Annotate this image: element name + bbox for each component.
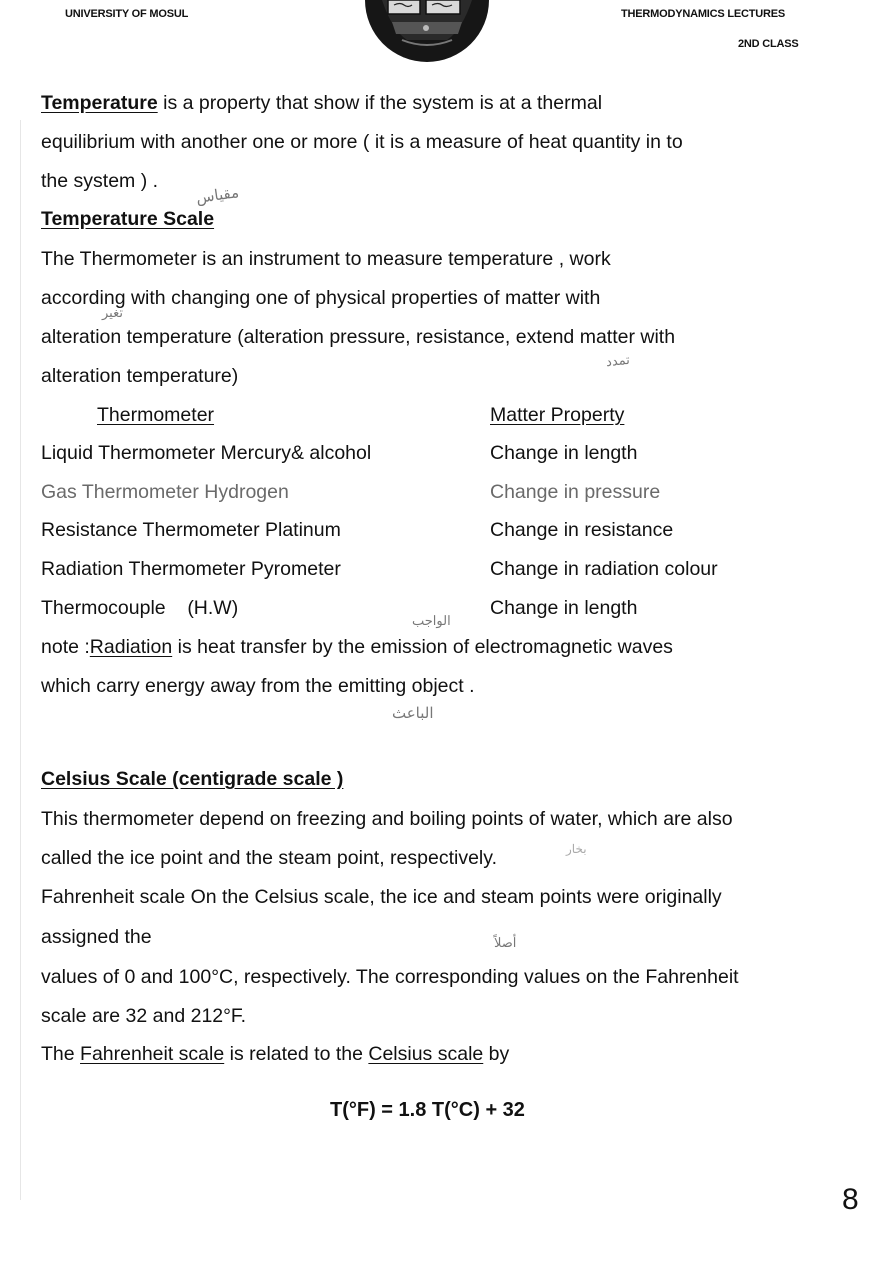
handwritten-note-orig: أصلاً	[494, 936, 517, 951]
header-university: UNIVERSITY OF MOSUL	[65, 8, 189, 20]
para1-line3: the system ) .	[41, 170, 159, 192]
table-row-property: Change in pressure	[490, 481, 661, 503]
para1-line2: equilibrium with another one or more ( it is a measure of heat quantity in to	[41, 131, 683, 153]
celsius-scale-term: Celsius scale	[368, 1043, 484, 1065]
table-row-thermometer: Resistance Thermometer Platinum	[41, 519, 341, 541]
para3-line3: Fahrenheit scale On the Celsius scale, the ice and steam points were originally	[41, 886, 722, 908]
page-number: 8	[842, 1183, 859, 1216]
table-row-thermometer: Liquid Thermometer Mercury& alcohol	[41, 442, 372, 464]
para3-line2: called the ice point and the steam point, respectively.	[41, 847, 497, 869]
para1-line1: Temperature is a property that show if the system is at a thermal	[41, 92, 603, 114]
table-row-property: Change in length	[490, 597, 638, 619]
para3-line6: scale are 32 and 212°F.	[41, 1005, 247, 1027]
university-seal-logo	[362, 0, 492, 70]
table-row-thermometer: Gas Thermometer Hydrogen	[41, 481, 289, 503]
note-line1: note :Radiation is heat transfer by the emission of electromagnetic waves	[41, 636, 673, 658]
header-course: THERMODYNAMICS LECTURES	[621, 8, 786, 20]
table-row-thermometer: Radiation Thermometer Pyrometer	[41, 558, 341, 580]
header-class: 2ND CLASS	[738, 38, 799, 50]
note-line2: which carry energy away from the emitting object .	[41, 675, 475, 697]
handwritten-note-steam: بخار	[566, 842, 587, 856]
para4-line: The Fahrenheit scale is related to the Celsius scale by	[41, 1043, 510, 1065]
handwritten-note-emit: الباعث	[392, 704, 434, 722]
table-row-property: Change in radiation colour	[490, 558, 718, 580]
page-margin-line	[20, 120, 21, 1200]
para2-line1: The Thermometer is an instrument to measure temperature , work	[41, 248, 611, 270]
table-header-thermometer: Thermometer	[97, 404, 215, 426]
para3-line4: assigned the	[41, 926, 152, 948]
handwritten-note-hw: الواجب	[412, 614, 451, 629]
table-row-property: Change in resistance	[490, 519, 674, 541]
handwritten-note-thermo: تغير	[102, 306, 123, 321]
table-header-property: Matter Property	[490, 404, 625, 426]
temperature-term: Temperature	[41, 92, 158, 114]
handwritten-note-extend: تمدد	[605, 352, 631, 371]
handwritten-note-scale: مقياس	[194, 183, 241, 207]
table-row-thermometer: Thermocouple (H.W)	[41, 597, 239, 619]
table-row-property: Change in length	[490, 442, 638, 464]
celsius-heading: Celsius Scale (centigrade scale )	[41, 768, 344, 790]
conversion-formula: T(°F) = 1.8 T(°C) + 32	[330, 1099, 525, 1121]
temperature-scale-heading: Temperature Scale	[41, 208, 215, 230]
fahrenheit-scale-term: Fahrenheit scale	[80, 1043, 225, 1065]
para2-line4: alteration temperature)	[41, 365, 239, 387]
para3-line5: values of 0 and 100°C, respectively. The corresponding values on the Fahrenheit	[41, 966, 739, 988]
para2-line2: according with changing one of physical properties of matter with	[41, 287, 601, 309]
para3-line1: This thermometer depend on freezing and boiling points of water, which are also	[41, 808, 733, 830]
para2-line3: alteration temperature (alteration pressure, resistance, extend matter with	[41, 326, 676, 348]
radiation-term: Radiation	[89, 636, 173, 658]
